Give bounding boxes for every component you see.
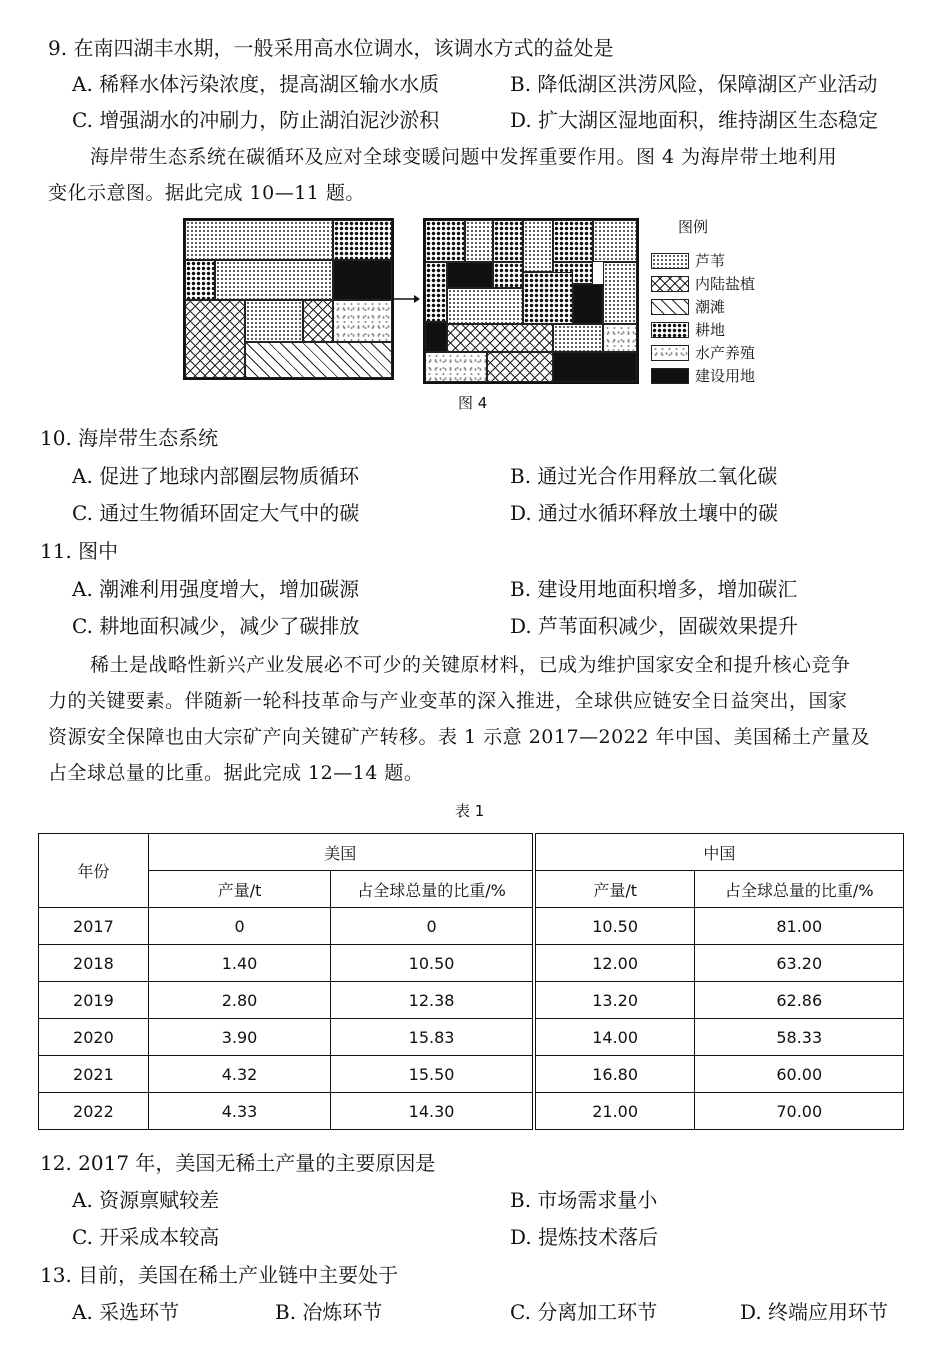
q10-option-b: B. 通过光合作用释放二氧化碳 — [510, 464, 778, 488]
cell-cn-share: 62.86 — [695, 982, 904, 1019]
after-salt-2 — [487, 352, 553, 382]
before-reed-lower — [245, 300, 303, 342]
after-farm-7 — [523, 272, 573, 324]
q12-option-c: C. 开采成本较高 — [72, 1225, 220, 1249]
tidal-flat-pattern-icon — [651, 299, 689, 315]
cell-cn-output: 14.00 — [535, 1019, 695, 1056]
q12-option-b: B. 市场需求量小 — [510, 1188, 658, 1212]
intro1-line1: 海岸带生态系统在碳循环及应对全球变暖问题中发挥重要作用。图 4 为海岸带土地利用 — [90, 146, 838, 168]
farmland-pattern-icon — [651, 322, 689, 338]
cell-us-share: 15.50 — [331, 1056, 533, 1093]
after-farm-3 — [553, 220, 593, 262]
table-header-china: 中国 — [535, 834, 903, 871]
q13-option-d: D. 终端应用环节 — [740, 1300, 889, 1324]
cell-year: 2020 — [39, 1019, 149, 1056]
table-header-us-output: 产量/t — [148, 871, 331, 908]
table-header-cn-share: 占全球总量的比重/% — [695, 871, 904, 908]
q9-option-c: C. 增强湖水的冲刷力，防止湖泊泥沙淤积 — [72, 108, 440, 132]
legend-flat-label: 潮滩 — [695, 298, 726, 316]
cell-us-share: 12.38 — [331, 982, 533, 1019]
q11-option-d: D. 芦苇面积减少，固碳效果提升 — [510, 614, 799, 638]
before-build-right — [333, 260, 392, 300]
q10-stem: 10. 海岸带生态系统 — [40, 426, 219, 450]
before-tidal-flat — [245, 342, 392, 378]
cell-year: 2019 — [39, 982, 149, 1019]
after-salt-1 — [447, 324, 553, 352]
table-header-year: 年份 — [39, 834, 149, 908]
intro2-line4: 占全球总量的比重。据此完成 12—14 题。 — [48, 762, 424, 784]
cell-us-share: 0 — [331, 908, 533, 945]
intro2-line3: 资源安全保障也由大宗矿产向关键矿产转移。表 1 示意 2017—2022 年中国、美国稀土产量及 — [48, 726, 870, 748]
q9-stem: 9. 在南四湖丰水期，一般采用高水位调水，该调水方式的益处是 — [48, 36, 614, 60]
table-row — [39, 1056, 904, 1093]
legend-farm-label: 耕地 — [695, 321, 726, 339]
intro2-line1: 稀土是战略性新兴产业发展必不可少的关键原材料，已成为维护国家安全和提升核心竞争 — [90, 654, 851, 676]
q13-stem: 13. 目前，美国在稀土产业链中主要处于 — [40, 1263, 399, 1287]
cell-cn-share: 60.00 — [695, 1056, 904, 1093]
q11-option-c: C. 耕地面积减少，减少了碳排放 — [72, 614, 360, 638]
cell-cn-output: 13.20 — [535, 982, 695, 1019]
q13-option-c: C. 分离加工环节 — [510, 1300, 658, 1324]
legend-reed — [651, 250, 725, 271]
cell-us-output: 4.33 — [148, 1093, 331, 1130]
legend-build-label: 建设用地 — [695, 367, 756, 385]
construction-land-pattern-icon — [651, 368, 689, 384]
legend-flat — [651, 296, 725, 317]
after-build-4 — [553, 352, 637, 382]
after-reed-1 — [465, 220, 493, 262]
cell-year: 2021 — [39, 1056, 149, 1093]
cell-cn-share: 63.20 — [695, 945, 904, 982]
q11-option-b: B. 建设用地面积增多，增加碳汇 — [510, 577, 798, 601]
figure-caption: 图 4 — [458, 394, 488, 412]
table-header-cn-output: 产量/t — [535, 871, 695, 908]
legend-reed-label: 芦苇 — [695, 252, 726, 270]
before-salt-small — [303, 300, 333, 342]
before-reed-top — [185, 220, 333, 260]
q9-option-a: A. 稀释水体污染浓度，提高湖区输水水质 — [72, 72, 440, 96]
before-salt-left — [185, 300, 245, 378]
after-reed-3 — [593, 220, 637, 262]
change-arrow-icon — [393, 292, 421, 306]
q10-option-a: A. 促进了地球内部圈层物质循环 — [72, 464, 360, 488]
cell-us-output: 3.90 — [148, 1019, 331, 1056]
table-row — [39, 908, 904, 945]
cell-cn-output: 21.00 — [535, 1093, 695, 1130]
cell-us-output: 1.40 — [148, 945, 331, 982]
cell-cn-share: 58.33 — [695, 1019, 904, 1056]
q13-option-a: A. 采选环节 — [72, 1300, 180, 1324]
cell-us-output: 0 — [148, 908, 331, 945]
q9-option-b: B. 降低湖区洪涝风险，保障湖区产业活动 — [510, 72, 878, 96]
q13-option-b: B. 冶炼环节 — [275, 1300, 383, 1324]
salt-plant-pattern-icon — [651, 276, 689, 292]
cell-cn-output: 12.00 — [535, 945, 695, 982]
cell-cn-output: 10.50 — [535, 908, 695, 945]
table-row — [39, 1093, 904, 1130]
q11-option-a: A. 潮滩利用强度增大，增加碳源 — [72, 577, 360, 601]
q9-option-d: D. 扩大湖区湿地面积，维持湖区生态稳定 — [510, 108, 879, 132]
table-header-us-share: 占全球总量的比重/% — [331, 871, 533, 908]
figure-after-map — [423, 218, 639, 384]
cell-year: 2018 — [39, 945, 149, 982]
q11-stem: 11. 图中 — [40, 539, 119, 563]
aquaculture-pattern-icon — [651, 345, 689, 361]
rare-earth-table — [38, 833, 904, 1130]
q12-stem: 12. 2017 年，美国无稀土产量的主要原因是 — [40, 1151, 436, 1175]
cell-year: 2017 — [39, 908, 149, 945]
after-farm-5 — [493, 262, 523, 288]
q10-option-c: C. 通过生物循环固定大气中的碳 — [72, 501, 360, 525]
after-farm-2 — [493, 220, 523, 262]
cell-us-output: 4.32 — [148, 1056, 331, 1093]
cell-year: 2022 — [39, 1093, 149, 1130]
after-farm-4 — [425, 262, 447, 322]
cell-cn-share: 70.00 — [695, 1093, 904, 1130]
table-row — [39, 945, 904, 982]
after-build-2 — [573, 284, 603, 324]
before-aqua — [333, 300, 392, 342]
table-header-usa: 美国 — [148, 834, 532, 871]
after-build-1 — [447, 262, 493, 288]
cell-cn-share: 81.00 — [695, 908, 904, 945]
legend-aqua-label: 水产养殖 — [695, 344, 756, 362]
table-row — [39, 982, 904, 1019]
after-farm-1 — [425, 220, 465, 262]
before-farm-top-right — [333, 220, 392, 260]
legend-salt-label: 内陆盐植 — [695, 275, 756, 293]
q12-option-a: A. 资源禀赋较差 — [72, 1188, 220, 1212]
legend-salt — [651, 273, 755, 294]
table-row — [39, 1019, 904, 1056]
after-reed-6 — [553, 324, 603, 352]
after-aqua-2 — [425, 352, 487, 382]
legend-aqua — [651, 342, 755, 363]
reed-pattern-icon — [651, 253, 689, 269]
cell-us-share: 15.83 — [331, 1019, 533, 1056]
legend-farm — [651, 319, 725, 340]
after-reed-5 — [447, 288, 523, 324]
after-reed-4 — [603, 262, 637, 324]
after-reed-2 — [523, 220, 553, 272]
legend-title: 图例 — [678, 218, 709, 236]
after-build-3 — [425, 322, 447, 352]
q10-option-d: D. 通过水循环释放土壤中的碳 — [510, 501, 779, 525]
table-title: 表 1 — [455, 802, 485, 820]
after-aqua-1 — [603, 324, 637, 352]
cell-us-share: 10.50 — [331, 945, 533, 982]
figure-before-map — [183, 218, 394, 380]
intro1-line2: 变化示意图。据此完成 10—11 题。 — [48, 182, 365, 204]
cell-us-share: 14.30 — [331, 1093, 533, 1130]
before-reed-middle — [215, 260, 333, 300]
q12-option-d: D. 提炼技术落后 — [510, 1225, 659, 1249]
before-farm-left — [185, 260, 215, 300]
intro2-line2: 力的关键要素。伴随新一轮科技革命与产业变革的深入推进，全球供应链安全日益突出，国家 — [48, 690, 848, 712]
cell-cn-output: 16.80 — [535, 1056, 695, 1093]
legend-build — [651, 365, 755, 386]
cell-us-output: 2.80 — [148, 982, 331, 1019]
